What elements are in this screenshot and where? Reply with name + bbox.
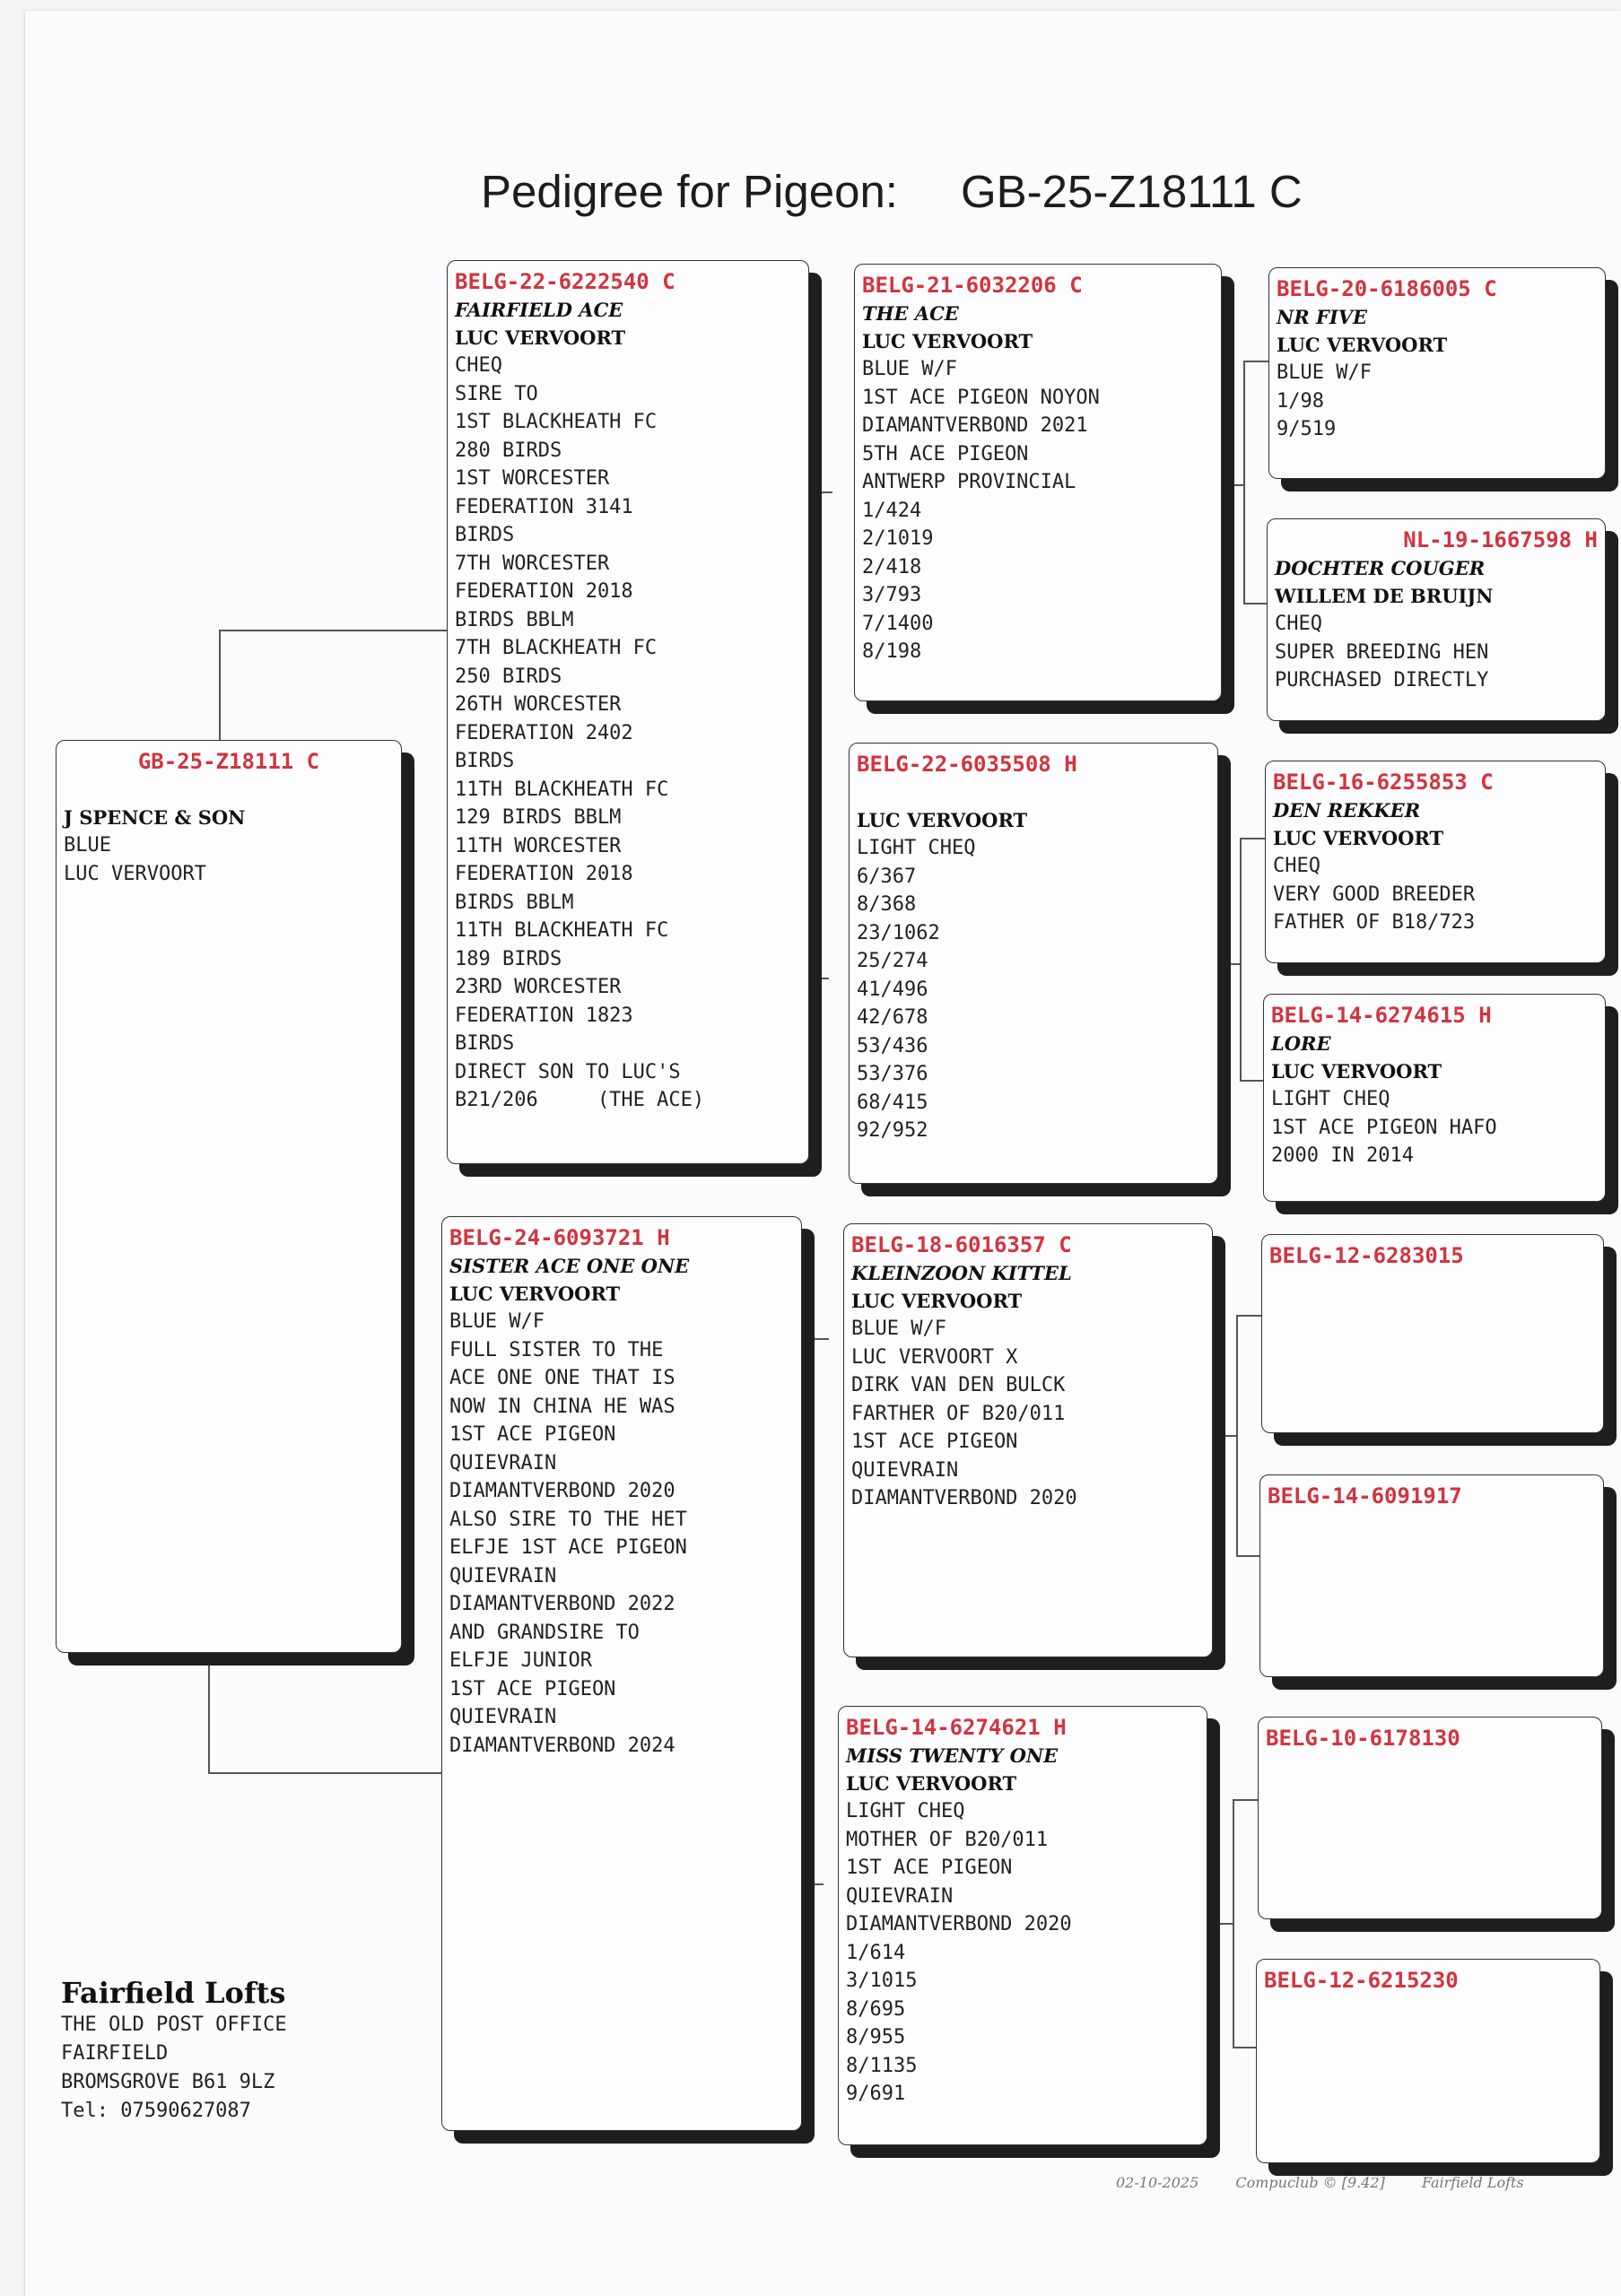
dam-line: 1ST ACE PIGEON xyxy=(449,1677,616,1700)
dam-line: BLUE W/F xyxy=(449,1310,545,1333)
dam-name: SISTER ACE ONE ONE xyxy=(449,1255,690,1277)
connector-line xyxy=(208,1772,443,1774)
gp2-line: 41/496 xyxy=(857,978,928,1001)
connector-line xyxy=(208,1639,210,1774)
dam-line: NOW IN CHINA HE WAS xyxy=(449,1395,675,1418)
gp2-line: 53/436 xyxy=(857,1034,928,1057)
ggp2-ring: NL-19-1667598 H xyxy=(1403,527,1598,552)
gp4-line: 8/1135 xyxy=(846,2054,918,2077)
sire-line: FEDERATION 2402 xyxy=(455,721,633,744)
sire-line: 11TH WORCESTER xyxy=(455,834,622,857)
gp1-line: DIAMANTVERBOND 2021 xyxy=(862,414,1088,437)
sire-line: 1ST BLACKHEATH FC xyxy=(455,411,658,433)
pedigree-sheet xyxy=(25,11,1621,2296)
ggp3-name: DEN REKKER xyxy=(1273,799,1421,822)
gp1-breeder: LUC VERVOORT xyxy=(862,330,1033,352)
ggp2-line: SUPER BREEDING HEN xyxy=(1275,640,1489,664)
connector-line xyxy=(802,1338,804,1885)
dam-line: DIAMANTVERBOND 2020 xyxy=(449,1480,675,1502)
gp1-line: ANTWERP PROVINCIAL xyxy=(862,471,1076,493)
gp3-line: QUIEVRAIN xyxy=(851,1458,959,1482)
gp2-line: 92/952 xyxy=(857,1119,928,1142)
dam-line: ACE ONE ONE THAT IS xyxy=(449,1367,675,1389)
connector-line xyxy=(1233,2047,1256,2048)
loft-address-line: BROMSGROVE B61 9LZ xyxy=(61,2071,275,2093)
ggp5-ring: BELG-12-6283015 xyxy=(1269,1243,1464,1268)
connector-line xyxy=(802,1883,824,1885)
sire-card xyxy=(447,260,809,1164)
ggp3-line: VERY GOOD BREEDER xyxy=(1273,883,1476,906)
gp2-breeder: LUC VERVOORT xyxy=(857,809,1028,831)
ggp4-card xyxy=(1263,994,1606,1202)
connector-line xyxy=(1233,1799,1258,1801)
ggp4-line: 1ST ACE PIGEON HAFO xyxy=(1271,1116,1497,1139)
dam-card xyxy=(441,1216,802,2131)
ggp2-card xyxy=(1267,518,1606,721)
ggp2-line: CHEQ xyxy=(1275,613,1322,635)
loft-address-line: THE OLD POST OFFICE xyxy=(61,2013,287,2036)
gp4-breeder: LUC VERVOORT xyxy=(846,1772,1017,1795)
gp3-line: DIRK VAN DEN BULCK xyxy=(851,1374,1066,1396)
loft-address-line: FAIRFIELD xyxy=(61,2042,169,2065)
dam-breeder: LUC VERVOORT xyxy=(449,1283,621,1305)
sire-line: 129 BIRDS BBLM xyxy=(455,806,622,829)
dam-line: DIAMANTVERBOND 2024 xyxy=(449,1734,675,1757)
gp4-line: LIGHT CHEQ xyxy=(846,1800,965,1822)
sire-line: SIRE TO xyxy=(455,382,538,405)
connector-line xyxy=(1243,361,1245,604)
gp3-line: 1ST ACE PIGEON xyxy=(851,1431,1018,1453)
ggp7-ring: BELG-10-6178130 xyxy=(1266,1726,1460,1751)
sire-line: 189 BIRDS xyxy=(455,947,562,970)
dam-ring: BELG-24-6093721 H xyxy=(449,1225,670,1250)
sire-breeder: LUC VERVOORT xyxy=(455,326,626,349)
gp1-name: THE ACE xyxy=(862,302,959,325)
gp1-line: 2/418 xyxy=(862,555,922,578)
ggp1-line: 9/519 xyxy=(1277,418,1337,440)
gp1-line: 1ST ACE PIGEON NOYON xyxy=(862,386,1100,409)
sire-line: 1ST WORCESTER xyxy=(455,467,610,490)
sire-line: FEDERATION 2018 xyxy=(455,863,633,885)
title-ring-number: GB-25-Z18111 C xyxy=(960,166,1303,217)
ggp3-ring: BELG-16-6255853 C xyxy=(1273,770,1494,795)
loft-address xyxy=(61,1975,287,2126)
gp4-ring: BELG-14-6274621 H xyxy=(846,1715,1067,1740)
page-title xyxy=(481,165,1468,218)
gp4-line: 8/695 xyxy=(846,1997,906,2021)
dam-line: DIAMANTVERBOND 2022 xyxy=(449,1593,675,1615)
connector-line xyxy=(1236,1555,1259,1557)
grandsire-paternal-card xyxy=(854,264,1222,701)
ggp6-ring: BELG-14-6091917 xyxy=(1268,1483,1462,1509)
sire-line: 23RD WORCESTER xyxy=(455,976,622,998)
sire-line: BIRDS BBLM xyxy=(455,891,574,914)
connector-line xyxy=(1243,361,1268,362)
gp2-ring: BELG-22-6035508 H xyxy=(857,752,1077,777)
ggp5-card xyxy=(1261,1234,1604,1433)
gp3-line: FARTHER OF B20/011 xyxy=(851,1402,1066,1425)
sire-line: DIRECT SON TO LUC'S xyxy=(455,1060,681,1083)
sire-line: 26TH WORCESTER xyxy=(455,693,622,716)
sire-line: FEDERATION 1823 xyxy=(455,1004,633,1027)
ggp1-name: NR FIVE xyxy=(1277,306,1367,328)
gp2-line: LIGHT CHEQ xyxy=(857,837,976,859)
sire-line: BIRDS xyxy=(455,1032,515,1055)
gp1-line: 1/424 xyxy=(862,499,922,522)
sire-line: FEDERATION 3141 xyxy=(455,495,633,518)
sire-line: 11TH BLACKHEATH FC xyxy=(455,778,669,801)
footer-loft: Fairfield Lofts xyxy=(1421,2174,1524,2191)
gp1-line: 3/793 xyxy=(862,584,922,606)
gp3-ring: BELG-18-6016357 C xyxy=(851,1232,1072,1257)
gp4-line: 8/955 xyxy=(846,2026,906,2048)
footer-date: 02-10-2025 xyxy=(1116,2174,1199,2191)
dam-line: QUIEVRAIN xyxy=(449,1564,557,1587)
subject-line: BLUE xyxy=(64,834,111,857)
gp4-line: 1/614 xyxy=(846,1941,906,1964)
dam-line: ELFJE JUNIOR xyxy=(449,1649,592,1672)
gp3-name: KLEINZOON KITTEL xyxy=(851,1262,1072,1284)
subject-line: J SPENCE & SON xyxy=(64,806,246,829)
ggp2-line: PURCHASED DIRECTLY xyxy=(1275,669,1489,691)
loft-name: Fairfield Lofts xyxy=(61,1976,286,2010)
ggp4-name: LORE xyxy=(1271,1032,1331,1055)
dam-line: ALSO SIRE TO THE HET xyxy=(449,1508,687,1531)
connector-line xyxy=(1240,1080,1263,1082)
ggp1-card xyxy=(1268,267,1606,479)
ggp4-breeder: LUC VERVOORT xyxy=(1271,1060,1442,1083)
gp4-line: DIAMANTVERBOND 2020 xyxy=(846,1913,1072,1935)
sire-line: BIRDS xyxy=(455,750,515,772)
ggp3-line: CHEQ xyxy=(1273,855,1320,877)
title-label: Pedigree for Pigeon: xyxy=(481,166,898,217)
sire-line: B21/206 (THE ACE) xyxy=(455,1089,705,1111)
subject-ring: GB-25-Z18111 C xyxy=(137,749,320,774)
connector-line xyxy=(219,630,221,750)
connector-line xyxy=(219,630,447,631)
sire-ring: BELG-22-6222540 C xyxy=(455,269,675,294)
dam-line: QUIEVRAIN xyxy=(449,1706,557,1728)
dam-line: ELFJE 1ST ACE PIGEON xyxy=(449,1536,687,1559)
ggp4-line: 2000 IN 2014 xyxy=(1271,1144,1414,1167)
footer-software: Compuclub © [9.42] xyxy=(1235,2174,1385,2191)
subject-line: LUC VERVOORT xyxy=(64,862,206,885)
ggp4-line: LIGHT CHEQ xyxy=(1271,1088,1390,1110)
sire-name: FAIRFIELD ACE xyxy=(455,299,623,321)
loft-phone: Tel: 07590627087 xyxy=(61,2100,251,2122)
connector-line xyxy=(1236,1315,1261,1317)
gp4-line: 3/1015 xyxy=(846,1970,918,1992)
connector-line xyxy=(1240,838,1242,1082)
ggp2-breeder: WILLEM DE BRUIJN xyxy=(1275,585,1494,607)
sire-line: CHEQ xyxy=(455,354,502,377)
dam-line: QUIEVRAIN xyxy=(449,1451,557,1474)
granddam-paternal-card xyxy=(849,743,1218,1184)
ggp1-breeder: LUC VERVOORT xyxy=(1277,334,1448,356)
sire-line: BIRDS BBLM xyxy=(455,608,574,631)
gp1-line: 5TH ACE PIGEON xyxy=(862,442,1029,465)
subject-card xyxy=(56,740,402,1653)
gp3-line: DIAMANTVERBOND 2020 xyxy=(851,1487,1077,1509)
ggp4-ring: BELG-14-6274615 H xyxy=(1271,1003,1492,1028)
ggp3-card xyxy=(1265,761,1606,963)
page-footer xyxy=(1116,2174,1556,2191)
dam-line: FULL SISTER TO THE xyxy=(449,1338,664,1361)
ggp2-name: DOCHTER COUGER xyxy=(1275,557,1486,579)
gp1-line: BLUE W/F xyxy=(862,358,957,380)
sire-line: 7TH WORCESTER xyxy=(455,552,610,575)
gp1-line: 7/1400 xyxy=(862,612,934,635)
gp4-line: 9/691 xyxy=(846,2083,906,2105)
connector-line xyxy=(802,1338,829,1340)
sire-line: 11TH BLACKHEATH FC xyxy=(455,919,669,942)
gp2-line: 53/376 xyxy=(857,1063,928,1085)
sire-line: BIRDS xyxy=(455,524,515,546)
grandsire-maternal-card xyxy=(843,1223,1213,1657)
connector-line xyxy=(806,491,832,493)
gp4-name: MISS TWENTY ONE xyxy=(846,1744,1059,1767)
ggp1-line: BLUE W/F xyxy=(1277,361,1372,384)
sire-line: 250 BIRDS xyxy=(455,665,562,688)
sire-line: FEDERATION 2018 xyxy=(455,580,633,603)
gp3-line: LUC VERVOORT X xyxy=(851,1345,1018,1369)
gp1-line: 2/1019 xyxy=(862,527,934,550)
connector-line xyxy=(1240,838,1265,839)
ggp1-line: 1/98 xyxy=(1277,389,1324,413)
ggp7-card xyxy=(1258,1717,1602,1919)
gp4-line: MOTHER OF B20/011 xyxy=(846,1828,1049,1851)
ggp1-ring: BELG-20-6186005 C xyxy=(1277,276,1497,301)
ggp8-card xyxy=(1256,1959,1600,2163)
sire-line: 7TH BLACKHEATH FC xyxy=(455,637,658,659)
gp3-breeder: LUC VERVOORT xyxy=(851,1290,1023,1312)
gp2-line: 6/367 xyxy=(857,865,917,888)
gp1-ring: BELG-21-6032206 C xyxy=(862,273,1083,298)
sire-line: 280 BIRDS xyxy=(455,439,562,462)
granddam-maternal-card xyxy=(838,1706,1207,2145)
connector-line xyxy=(1243,603,1267,604)
dam-line: 1ST ACE PIGEON xyxy=(449,1423,616,1446)
gp2-line: 23/1062 xyxy=(857,921,940,944)
gp4-line: QUIEVRAIN xyxy=(846,1884,954,1908)
gp2-line: 68/415 xyxy=(857,1091,928,1114)
gp4-line: 1ST ACE PIGEON xyxy=(846,1857,1013,1879)
ggp3-line: FATHER OF B18/723 xyxy=(1273,911,1476,934)
ggp8-ring: BELG-12-6215230 xyxy=(1264,1968,1459,1993)
gp3-line: BLUE W/F xyxy=(851,1318,946,1340)
ggp3-breeder: LUC VERVOORT xyxy=(1273,827,1444,849)
gp1-line: 8/198 xyxy=(862,640,922,663)
dam-line: AND GRANDSIRE TO xyxy=(449,1621,640,1644)
ggp6-card xyxy=(1259,1474,1604,1677)
gp2-line: 42/678 xyxy=(857,1006,928,1029)
gp2-line: 25/274 xyxy=(857,950,928,972)
gp2-line: 8/368 xyxy=(857,893,917,916)
